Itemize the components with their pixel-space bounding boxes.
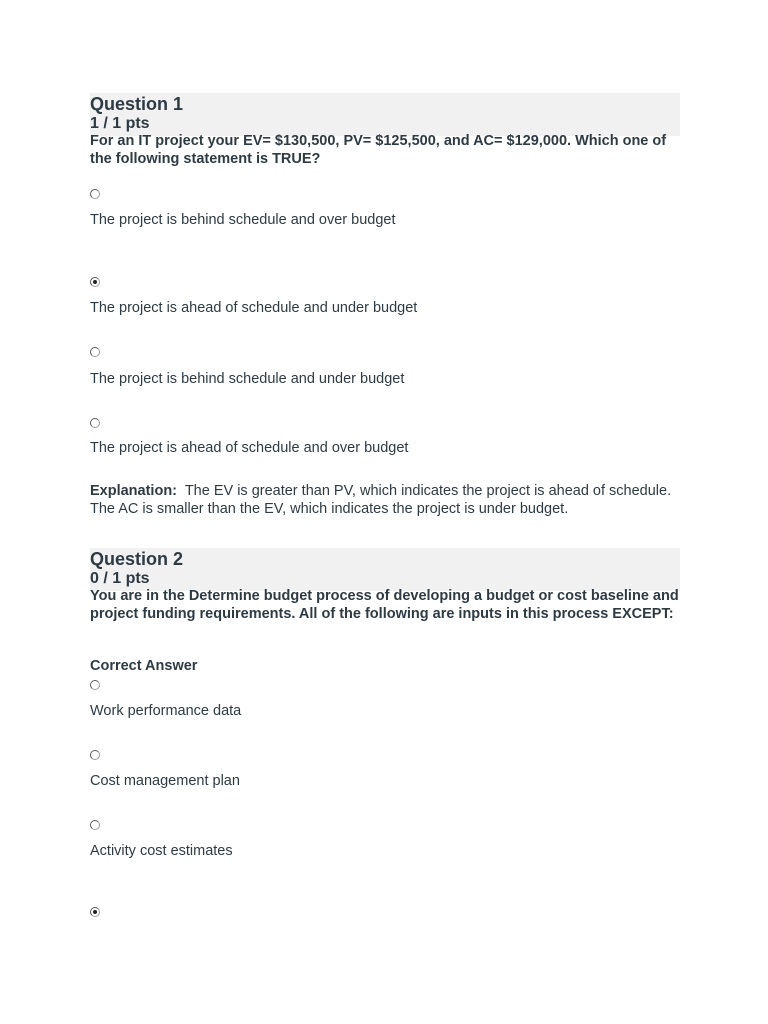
correct-answer-label: Correct Answer [90,658,198,674]
answer-label: The project is behind schedule and under budget [90,371,405,387]
radio-button-selected[interactable] [90,907,100,917]
radio-button[interactable] [90,680,100,690]
radio-button[interactable] [90,820,100,830]
answer-option[interactable] [90,347,404,388]
question-1 [90,93,680,517]
answer-label: Work performance data [90,703,242,719]
explanation-label: Explanation: [90,483,178,499]
answer-option[interactable] [90,907,100,929]
answer-option[interactable] [90,820,233,860]
answer-option[interactable] [90,750,240,790]
radio-button-selected[interactable] [90,277,100,287]
answer-option[interactable] [90,680,241,720]
question-points: 1 / 1 pts [90,115,150,132]
answer-label: Activity cost estimates [90,843,233,859]
answer-label: The project is ahead of schedule and over budget [90,440,409,456]
question-points: 0 / 1 pts [90,570,150,587]
answer-label: The project is ahead of schedule and under budget [90,300,418,316]
explanation [90,482,680,518]
radio-button[interactable] [90,418,100,428]
explanation-text: The EV is greater than PV, which indicates the project is ahead of schedule. The AC is smaller than the EV, which indicates the project is under budget. [90,483,672,517]
answer-option[interactable] [90,277,417,317]
question-title: Question 2 [90,549,184,569]
radio-button[interactable] [90,189,100,199]
question-title: Question 1 [90,94,184,114]
question-header [90,93,680,136]
answer-option[interactable] [90,418,408,457]
radio-button[interactable] [90,750,100,760]
question-text: For an IT project your EV= $130,500, PV= $125,500, and AC= $129,000. Which one of the following statement is TRUE? [90,133,667,167]
answer-option[interactable] [90,189,396,229]
question-text: You are in the Determine budget process of developing a budget or cost baseline and project funding requirements. All of the following are inputs in this process EXCEPT: [90,588,679,622]
question-header [90,548,680,591]
question-2 [90,548,680,859]
answer-label: The project is behind schedule and over budget [90,212,396,228]
answer-label: Cost management plan [90,773,240,789]
radio-button[interactable] [90,347,100,357]
